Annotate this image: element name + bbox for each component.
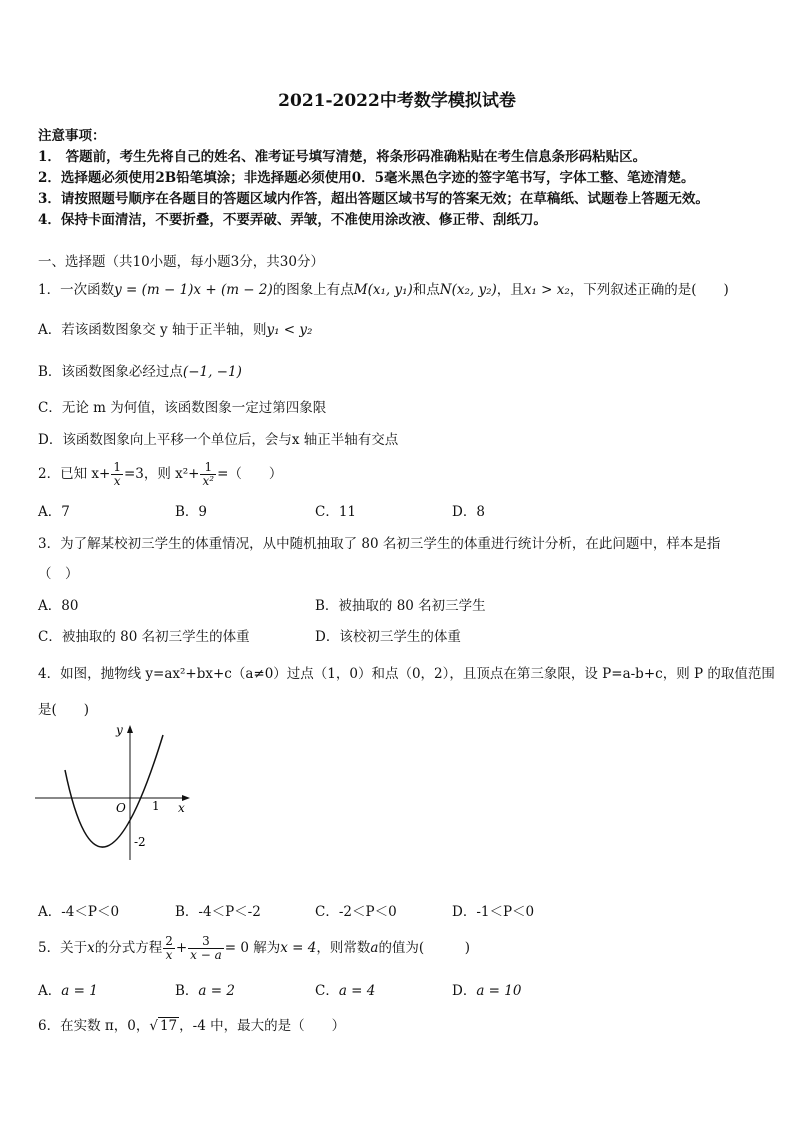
- note-item-3: 3．请按照题号顺序在各题目的答题区域内作答，超出答题区域书写的答案无效；在草稿纸、试题卷上答题无效。: [38, 191, 709, 207]
- q3-option-b: B．被抽取的 80 名初三学生: [315, 598, 486, 614]
- question-6: 6．在实数 π，0，√ 17 ，-4 中，最大的是（ ）: [38, 1018, 346, 1034]
- q5-option-a: A．a = 1: [38, 983, 98, 999]
- q1-option-d: D．该函数图象向上平移一个单位后，会与x 轴正半轴有交点: [38, 432, 399, 448]
- y-axis-label: y: [116, 723, 123, 737]
- q4-option-a: A．-4＜P＜0: [38, 904, 120, 920]
- x-axis-label: x: [178, 801, 185, 815]
- question-3-line-1: 3．为了解某校初三学生的体重情况，从中随机抽取了 80 名初三学生的体重进行统计分析，在此问题中，样本是指: [38, 536, 721, 552]
- q4-option-c: C．-2＜P＜0: [315, 904, 397, 920]
- q5-option-b: B．a = 2: [175, 983, 235, 999]
- parabola-graph: [30, 720, 200, 865]
- q3-option-d: D．该校初三学生的体重: [315, 629, 461, 645]
- q5-option-c: C．a = 4: [315, 983, 376, 999]
- q5-option-d: D．a = 10: [452, 983, 522, 999]
- q2-option-d: D．8: [452, 504, 485, 520]
- question-4-line-2: 是( ): [38, 702, 90, 718]
- q2-option-a: A．7: [38, 504, 70, 520]
- q4-option-d: D．-1＜P＜0: [452, 904, 535, 920]
- notes-header: 注意事项：: [38, 128, 106, 144]
- note-item-2: 2．选择题必须使用2B铅笔填涂；非选择题必须使用0．5毫米黑色字迹的签字笔书写，字体工整、笔迹清楚。: [38, 170, 695, 186]
- note-item-1: 1． 答题前，考生先将自己的姓名、准考证号填写清楚，将条形码准确粘贴在考生信息条形码粘贴区。: [38, 149, 647, 165]
- note-item-4: 4．保持卡面清洁，不要折叠，不要弄破、弄皱，不准使用涂改液、修正带、刮纸刀。: [38, 212, 547, 228]
- page-title: 2021-2022中考数学模拟试卷: [278, 91, 516, 111]
- q2-option-b: B．9: [175, 504, 208, 520]
- q3-option-a: A．80: [38, 598, 79, 614]
- origin-label: O: [116, 801, 126, 815]
- question-5: 5．关于x的分式方程 $\frac{2}{x}$ + $\frac{3}{x - a}$ = 0 解为x = 4，则常数a的值为( ): [38, 934, 470, 962]
- question-1: 1．一次函数y = (m − 1)x + (m − 2)的图象上有点M(x₁, y₁)和点N(x₂, y₂)，且x₁ > x₂，下列叙述正确的是( ): [38, 282, 729, 298]
- section-heading: 一、选择题（共10小题，每小题3分，共30分）: [38, 254, 324, 270]
- tick-label-1: 1: [152, 799, 160, 813]
- question-4-line-1: 4．如图，抛物线 y=ax²+bx+c（a≠0）过点（1，0）和点（0，2），且顶点在第三象限，设 P=a-b+c，则 P 的取值范围: [38, 666, 775, 682]
- question-3-line-2: （ ）: [38, 566, 79, 582]
- q1-option-a: A．若该函数图象交 y 轴于正半轴，则y₁ < y₂: [38, 322, 313, 338]
- q3-option-c: C．被抽取的 80 名初三学生的体重: [38, 629, 250, 645]
- q4-option-b: B．-4＜P＜-2: [175, 904, 261, 920]
- q1-option-b: B．该函数图象必经过点(−1, −1): [38, 364, 242, 380]
- q1-option-c: C．无论 m 为何值，该函数图象一定过第四象限: [38, 400, 327, 416]
- q2-option-c: C．11: [315, 504, 357, 520]
- question-2: 2．已知 x+ $\frac{1}{x}$ =3，则 x²+ $\frac{1}{\text{x²}}$ =（ ）: [38, 460, 283, 488]
- tick-label-neg2: -2: [134, 835, 146, 849]
